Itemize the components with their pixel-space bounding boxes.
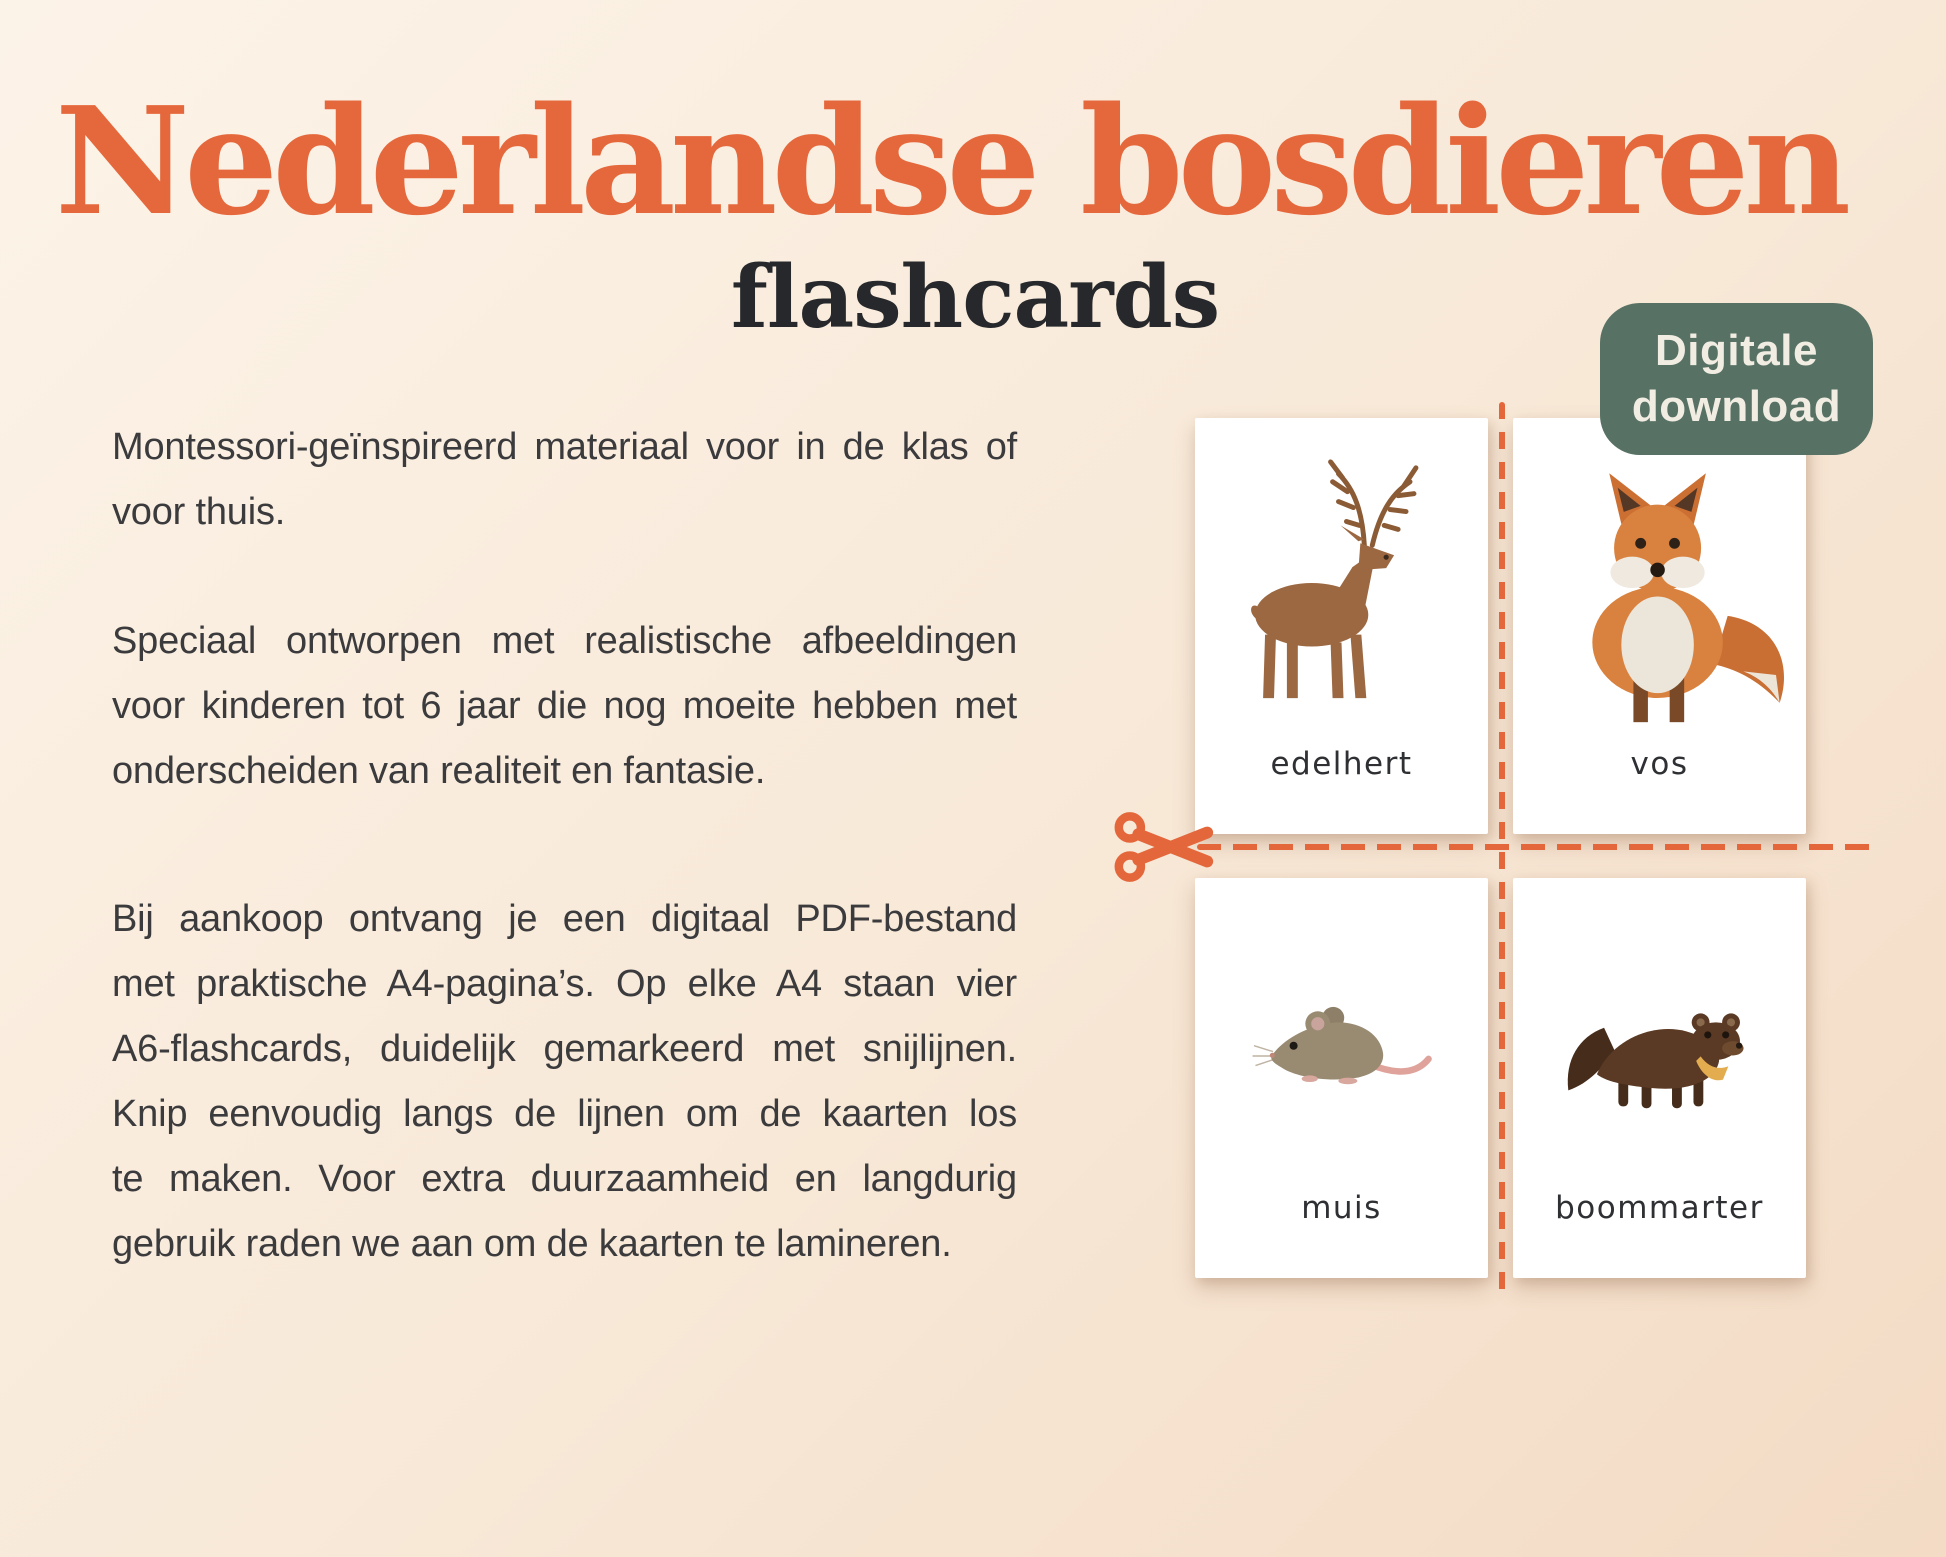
text-line: met praktische A4-pagina’s. Op elke A4 staan vier (112, 963, 1017, 1005)
flashcard-muis (1195, 878, 1488, 1278)
paragraph-purchase (112, 887, 1017, 1277)
text-line: A6-flashcards, duidelijk gemarkeerd met snijlijnen. (112, 1028, 1017, 1070)
card-label-vos: vos (1630, 746, 1689, 782)
scissors-icon (1112, 800, 1214, 894)
cut-line-vertical (1499, 402, 1505, 1295)
paragraph-design (112, 609, 1017, 804)
text-line: Knip eenvoudig langs de lijnen om de kaarten los (112, 1093, 1017, 1135)
badge-line-1: Digitale (1655, 326, 1818, 375)
card-label-boommarter: boommarter (1555, 1190, 1764, 1226)
body-copy (112, 415, 1017, 1277)
digital-download-badge (1600, 303, 1873, 455)
text-line: Speciaal ontworpen met realistische afbeeldingen (112, 620, 1017, 662)
paragraph-intro (112, 415, 1017, 545)
text-line: voor thuis. (112, 491, 286, 533)
text-line: onderscheiden van realiteit en fantasie. (112, 750, 766, 792)
flashcard-vos (1513, 418, 1806, 834)
deer-image (1195, 448, 1488, 716)
text-line: Bij aankoop ontvang je een digitaal PDF-bestand (112, 898, 1017, 940)
text-line: voor kinderen tot 6 jaar die nog moeite hebben met (112, 685, 1017, 727)
cut-line-horizontal (1197, 844, 1878, 850)
badge-line-2: download (1631, 382, 1842, 431)
text-line: gebruik raden we aan om de kaarten te lamineren. (112, 1223, 952, 1265)
flashcard-boommarter (1513, 878, 1806, 1278)
page-subtitle: flashcards (730, 247, 1220, 348)
marten-image (1513, 908, 1806, 1160)
flashcard-edelhert (1195, 418, 1488, 834)
text-line: Montessori-geïnspireerd materiaal voor in de klas of (112, 426, 1017, 468)
page-title: Nederlandse bosdieren (54, 74, 1846, 248)
card-label-edelhert: edelhert (1270, 746, 1413, 782)
text-line: te maken. Voor extra duurzaamheid en langdurig (112, 1158, 1017, 1200)
fox-image (1513, 448, 1806, 716)
mouse-image (1195, 908, 1488, 1160)
card-label-muis: muis (1301, 1190, 1382, 1226)
